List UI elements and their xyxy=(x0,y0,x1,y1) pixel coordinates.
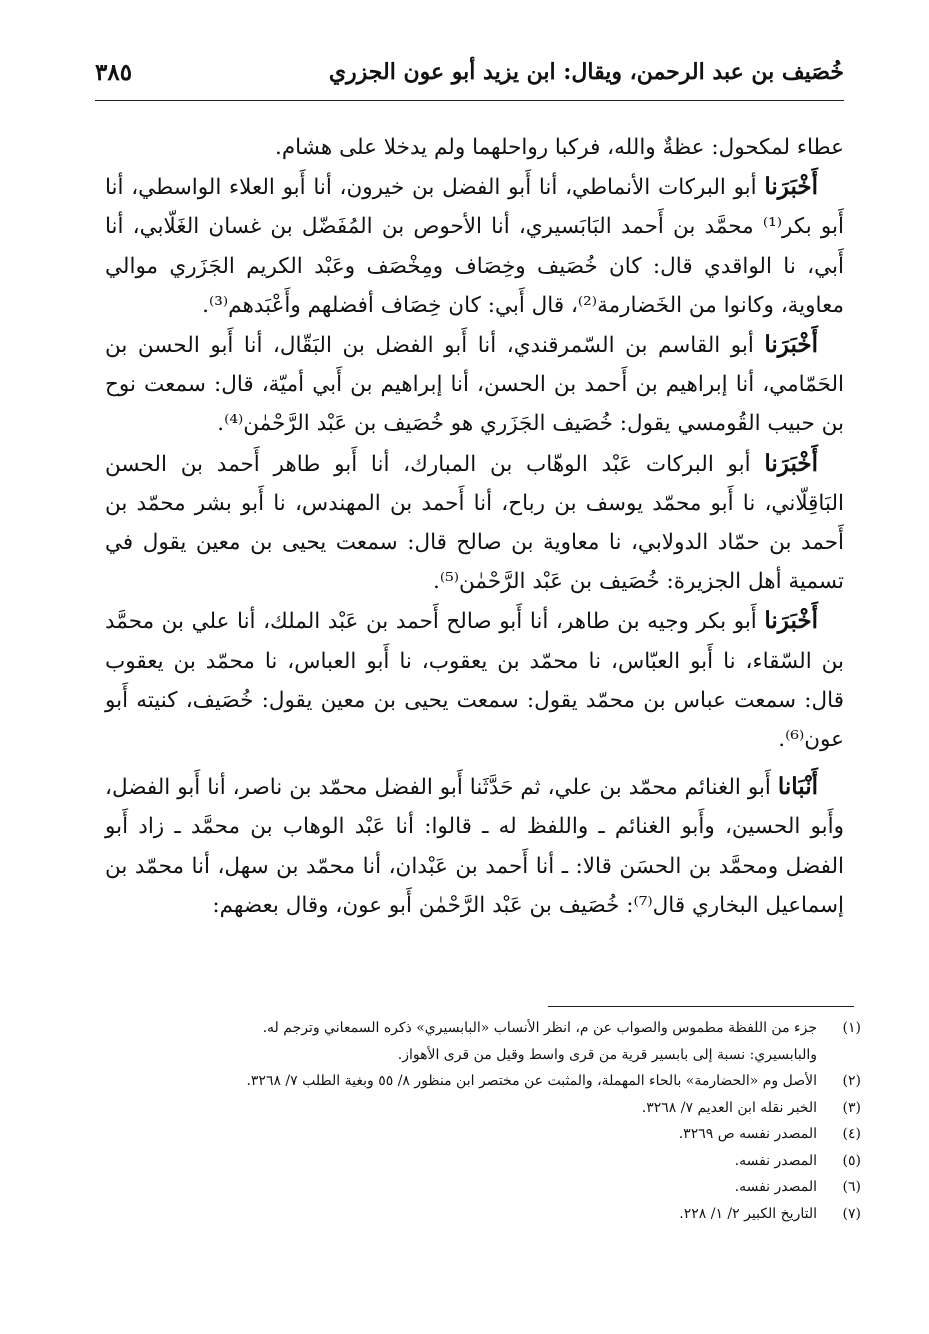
footnote xyxy=(118,1095,861,1122)
footnote-text: المصدر نفسه. xyxy=(734,1179,817,1195)
footnote xyxy=(118,1015,861,1042)
footnote xyxy=(118,1121,861,1148)
footnote-number: (٤) xyxy=(842,1126,861,1142)
keyword-akhbarana: أَخْبَرَنا xyxy=(764,331,818,359)
main-text xyxy=(105,128,844,925)
footnote-number: (٥) xyxy=(842,1152,861,1169)
footnote-text: المصدر نفسه ص ٣٢٦٩. xyxy=(678,1126,817,1142)
header-title: خُصَيف بن عبد الرحمن، ويقال: ابن يزيد أبو عون الجزري xyxy=(328,59,844,85)
keyword-akhbarana: أَخْبَرَنا xyxy=(764,449,818,477)
paragraph-1: عطاء لمكحول: عظةٌ والله، فركبا رواحلهما ولم يدخلا على هشام. xyxy=(275,135,844,160)
footnote xyxy=(118,1068,861,1095)
footnote-number: (٧) xyxy=(842,1205,861,1222)
keyword-akhbarana: أَخْبَرَنا xyxy=(764,607,818,635)
paragraph-3: أَخْبَرَنا أبو القاسم بن السّمرقندي، أنا أَبو الفضل بن البَقّال، أنا أَبو الحسن بن الحَمّامي، أنا إبراهيم بن أَحمد بن الحسن، أنا إبراهيم بن أَبي أميّة، قال: سمعت نوح بن حبيب القُومسي يقول: خُصَيف الجَزَري هو خُصَيف بن عَبْد الرَّحْمٰن⁽⁴⁾. xyxy=(105,331,844,437)
footnote xyxy=(118,1042,861,1069)
footnote xyxy=(118,1148,861,1175)
paragraph-4: أَخْبَرَنا أبو البركات عَبْد الوهّاب بن المبارك، أنا أَبو طاهر أَحمد بن الحسن البَاقِلّاني، نا أَبو محمّد يوسف بن رباح، أنا أَحمد بن المهندس، نا أَبو بشر محمّد بن أَحمد بن حمّاد الدولابي، نا معاوية بن صالح قال: سمعت يحيى بن معين يقول في تسمية أهل الجزيرة: خُصَيف بن عَبْد الرَّحْمٰن⁽⁵⁾. xyxy=(105,449,844,595)
footnotes xyxy=(118,1015,861,1227)
paragraph-6: أَنْبَانا أَبو الغنائم محمّد بن علي، ثم حَدَّثَنا أَبو الفضل محمّد بن ناصر، أنا أَبو الفضل، وأَبو الحسين، وأَبو الغنائم ـ واللفظ له ـ قالوا: أنا عَبْد الوهاب بن محمَّد ـ زاد أَبو الفضل ومحمَّد بن الحسَن قالا: ـ أنا أَحمد بن عَبْدان، أنا محمّد بن سهل، أنا محمّد بن إسماعيل البخاري قال⁽⁷⁾: خُصَيف بن عَبْد الرَّحْمٰن أَبو عون، وقال بعضهم: xyxy=(105,773,844,918)
footnote-rule xyxy=(548,1006,854,1007)
footnote-number xyxy=(817,1042,861,1069)
footnote-text: التاريخ الكبير ٢/ ١/ ٢٢٨. xyxy=(679,1205,817,1222)
page-number: ٣٨٥ xyxy=(95,58,133,86)
footnote-text: جزء من اللفظة مطموس والصواب عن م، انظر الأنساب «البابسيري» ذكره السمعاني وترجم له. xyxy=(262,1020,817,1036)
keyword-akhbarana: أَخْبَرَنا xyxy=(764,173,818,201)
footnote-text: والبابسيري: نسبة إلى بابسير قرية من قرى واسط وقيل من قرى الأهواز. xyxy=(397,1046,817,1063)
footnote-text: الأصل وم «الحضارمة» بالحاء المهملة، والمثبت عن مختصر ابن منظور ٨/ ٥٥ وبغية الطلب ٧/ ٣٢٦٨. xyxy=(246,1073,817,1089)
footnote-number: (١) xyxy=(842,1020,861,1036)
running-header xyxy=(95,48,844,96)
footnote xyxy=(118,1174,861,1201)
footnote xyxy=(118,1201,861,1228)
paragraph-2: أَخْبَرَنا أبو البركات الأنماطي، أنا أَبو الفضل بن خيرون، أنا أَبو العلاء الواسطي، أنا أَبو بكر⁽¹⁾ محمَّد بن أَحمد البَابَسيري، أنا الأحوص بن المُفَضّل بن غسان الغَلّابي، أنا أَبي، نا الواقدي قال: كان خُصَيف وخِصَاف ومِخْصَف وعَبْد الكريم الجَزَري موالي معاوية، وكانوا من الخَضارمة⁽²⁾، قال أَبي: كان خِصَاف أفضلهم وأَعْبَدهم⁽³⁾. xyxy=(105,173,844,318)
footnote-text: الخبر نقله ابن العديم ٧/ ٣٢٦٨. xyxy=(641,1099,817,1116)
footnote-number: (٣) xyxy=(842,1099,861,1116)
keyword-anbana: أَنْبَانا xyxy=(777,773,818,801)
paragraph-5: أَخْبَرَنا أَبو بكر وجيه بن طاهر، أنا أَبو صالح أَحمد بن عَبْد الملك، أنا علي بن محمَّد بن السّقاء، نا أَبو العبّاس، نا محمّد بن يعقوب، نا أَبو العباس، نا محمّد بن يعقوب قال: سمعت عباس بن محمّد يقول: سمعت يحيى بن معين يقول: خُصَيف، كنيته أَبو عون⁽⁶⁾. xyxy=(105,607,844,753)
header-rule xyxy=(95,100,844,101)
footnote-number: (٢) xyxy=(842,1073,861,1089)
footnote-text: المصدر نفسه. xyxy=(734,1152,817,1169)
footnote-number: (٦) xyxy=(842,1179,861,1195)
